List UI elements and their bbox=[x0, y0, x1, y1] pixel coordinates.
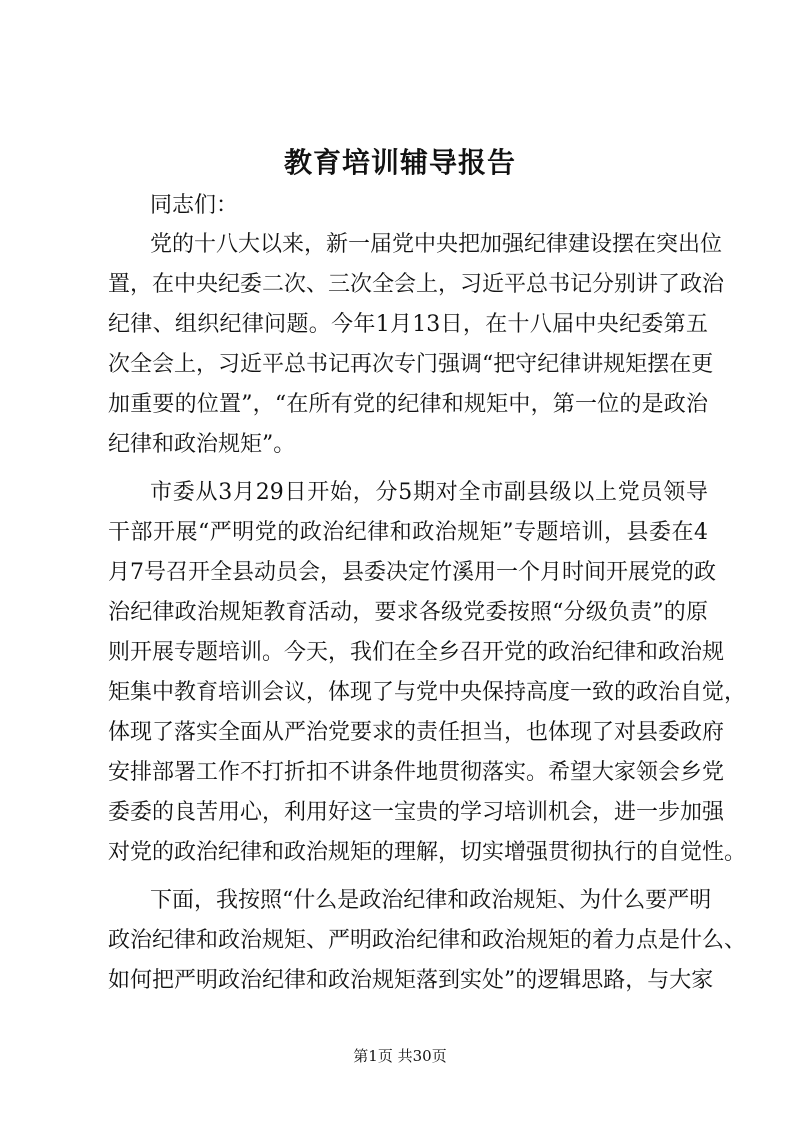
paragraph-line: 加重要的位置”，“在所有党的纪律和规矩中，第一位的是政治 bbox=[108, 392, 708, 417]
paragraph-line: 政治纪律和政治规矩、严明政治纪律和政治规矩的着力点是什么、 bbox=[108, 928, 747, 953]
document-title: 教育培训辅导报告 bbox=[283, 146, 516, 179]
paragraph-line: 月7号召开全县动员会，县委决定竹溪用一个月时间开展党的政 bbox=[108, 560, 716, 585]
paragraph-line: 党的十八大以来，新一届党中央把加强纪律建设摆在突出位 bbox=[150, 232, 723, 257]
salutation: 同志们： bbox=[150, 193, 239, 218]
paragraph-line: 治纪律政治规矩教育活动，要求各级党委按照“分级负责”的原 bbox=[108, 600, 708, 625]
paragraph-line: 市委从3月29日开始，分5期对全市副县级以上党员领导 bbox=[150, 480, 708, 505]
paragraph-line: 置，在中央纪委二次、三次全会上，习近平总书记分别讲了政治 bbox=[108, 272, 725, 297]
paragraph-line: 矩集中教育培训会议，体现了与党中央保持高度一致的政治自觉， bbox=[108, 680, 747, 705]
paragraph-line: 纪律和政治规矩”。 bbox=[108, 432, 296, 457]
paragraph-line: 次全会上，习近平总书记再次专门强调“把守纪律讲规矩摆在更 bbox=[108, 352, 714, 377]
paragraph-line: 干部开展“严明党的政治纪律和政治规矩”专题培训，县委在4 bbox=[108, 520, 708, 545]
paragraph-line: 委委的良苦用心，利用好这一宝贵的学习培训机会，进一步加强 bbox=[108, 800, 725, 825]
paragraph-line: 纪律、组织纪律问题。今年1月13日，在十八届中央纪委第五 bbox=[108, 312, 708, 337]
paragraph-line: 安排部署工作不打折扣不讲条件地贯彻落实。希望大家领会乡党 bbox=[108, 760, 725, 785]
paragraph-line: 对党的政治纪律和政治规矩的理解，切实增强贯彻执行的自觉性。 bbox=[108, 840, 747, 865]
page-footer: 第1页 共30页 bbox=[353, 1047, 447, 1065]
paragraph-line: 体现了落实全面从严治党要求的责任担当，也体现了对县委政府 bbox=[108, 720, 725, 745]
paragraph-line: 如何把严明政治纪律和政治规矩落到实处”的逻辑思路，与大家 bbox=[108, 968, 714, 993]
paragraph-line: 下面，我按照“什么是政治纪律和政治规矩、为什么要严明 bbox=[150, 888, 712, 913]
paragraph-line: 则开展专题培训。今天，我们在全乡召开党的政治纪律和政治规 bbox=[108, 640, 725, 665]
